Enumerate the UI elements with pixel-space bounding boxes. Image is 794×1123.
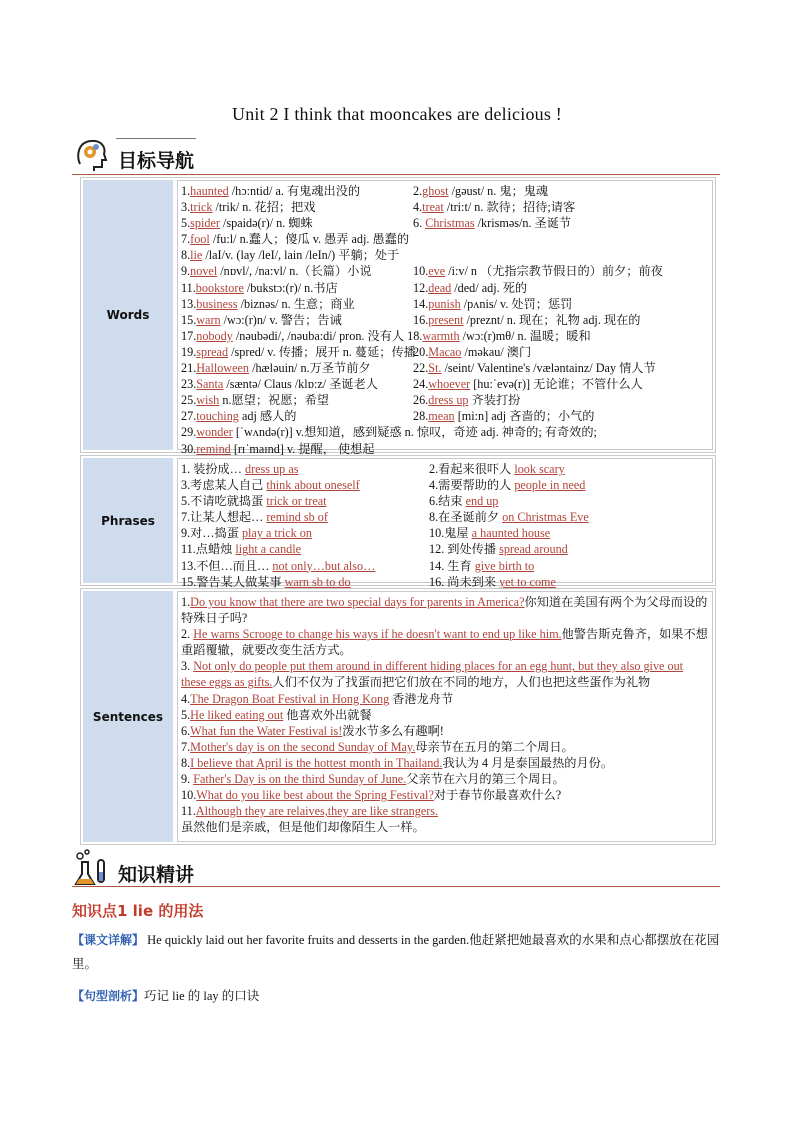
sentence-number: 3. [181,659,194,674]
word-entry [181,377,378,391]
word-number: 30. [181,441,197,456]
word-term: treat [422,200,444,215]
sentence-english: He liked eating out [190,707,284,722]
word-definition: /wɔ:(r)n/ v. 警告；告诫 [220,312,342,327]
phrase-line [181,558,709,574]
word-entry [181,232,409,246]
word-definition: [ˈwʌndə(r)] v.想知道，感到疑惑 n. 惊叹，奇迹 adj. 神奇的; 有奇效的; [232,425,597,440]
sentence-chinese: 香港龙舟节 [389,691,454,706]
word-term: ghost [422,184,449,198]
word-number: 23. [181,377,197,392]
phrase-entry [429,509,589,525]
phrase-term: give birth to [474,558,535,573]
sentence-item [181,594,709,626]
sentence-item [181,658,709,690]
text-explanation [72,928,722,976]
sentence-chinese: 母亲节在五月的第二个周日。 [415,739,574,754]
word-number: 16. [413,312,429,327]
word-definition: /nɒvl/, /na:vl/ n.（长篇）小说 [217,264,372,279]
word-definition: /bukstɔ:(r)/ n.书店 [243,280,338,295]
phrase-meaning: 1. 装扮成… [181,462,242,476]
word-definition: /spaidə(r)/ n. 蜘蛛 [219,216,313,231]
word-term: eve [428,264,446,279]
word-number: 21. [181,361,197,376]
phrase-entry [181,462,298,476]
pattern-analysis-tag: 【句型剖析】 [72,989,145,1003]
phrase-term: people in need [514,478,586,493]
word-term: warmth [422,328,460,343]
word-entry [181,361,371,375]
word-entry [181,313,342,327]
phrase-meaning: 2.看起来很吓人 [429,462,512,476]
word-entry [181,345,416,359]
phrase-term: yet to come [499,574,556,589]
word-number: 28. [413,409,429,424]
phrase-entry [429,493,498,509]
phrase-meaning: 11.点蜡烛 [181,542,233,557]
word-number: 5. [181,216,191,231]
word-term: St. [428,361,442,376]
sentence-english: I believe that April is the hottest month in Thailand. [190,755,443,770]
word-entry [413,263,663,279]
sentence-chinese: 对于春节你最喜欢什么? [433,788,562,803]
word-number: 10. [413,264,429,279]
sentence-chinese: 泼水节多么有趣啊! [342,723,444,738]
word-number: 24. [413,377,429,392]
word-definition: /wɔ:(r)mθ/ n. 温暖；暖和 [459,328,591,343]
pattern-analysis [72,984,722,1008]
words-content [177,180,713,456]
word-definition: n.愿望；祝愿；希望 [219,393,329,408]
sentence-item [181,787,709,803]
knowledge-point-title: 知识点1 lie 的用法 [72,902,204,920]
word-entry [413,312,640,328]
text-explanation-tag: 【课文详解】 [72,933,145,947]
sentence-english: Not only do people put them around in different hiding places for an egg hunt, but they also give out these eggs as gifts. [181,659,684,690]
sentence-english: Mother's day is on the second Sunday of May. [190,739,416,754]
phrase-entry [429,477,585,493]
word-number: 13. [181,296,197,311]
word-definition: /fu:l/ n.蠢人；傻瓜 v. 愚弄 adj. 愚蠢的 [209,232,410,247]
word-entry [181,297,355,311]
word-term: dead [428,280,452,295]
sentence-number: 8. [181,755,191,770]
word-term: spider [190,216,220,231]
phrase-meaning: 15.警告某人做某事 [181,574,282,589]
word-entry [181,216,313,230]
sentence-chinese: 父亲节在六月的第三个周日。 [406,772,565,787]
phrase-term: end up [465,494,499,509]
word-term: warn [196,312,221,327]
phrase-meaning: 12. 到处传播 [429,542,497,557]
word-line [181,231,709,247]
word-definition: /krisməs/n. 圣诞节 [474,216,572,231]
pattern-analysis-body: 巧记 lie 的 lay 的口诀 [144,989,260,1003]
phrase-term: think about oneself [266,478,360,493]
word-line [181,424,709,440]
word-number: 3. [181,200,191,215]
word-number: 11. [181,280,196,295]
phrases-label: Phrases [83,458,173,583]
word-definition: /hɔ:ntid/ a. 有鬼魂出没的 [228,184,361,198]
sentence-chinese: 我认为 4 月是泰国最热的月份。 [442,755,614,770]
phrase-meaning: 3.考虑某人自己 [181,478,264,493]
word-definition: /tri:t/ n. 款待；招待;请客 [443,200,576,215]
word-entry [181,200,315,214]
word-number: 22. [413,361,429,376]
sentence-item [181,771,709,787]
word-definition: /spred/ v. 传播；展开 n. 蔓延；传播 [228,344,416,359]
word-number: 25. [181,393,197,408]
word-term: novel [190,264,218,279]
word-entry [181,248,399,262]
word-number: 27. [181,409,197,424]
sentence-chinese: 他喜欢外出就餐 [283,707,372,722]
word-line [181,247,709,263]
word-entry [181,329,591,343]
sentence-item [181,819,709,835]
word-entry [413,408,594,424]
phrase-meaning: 8.在圣诞前夕 [429,510,500,525]
word-number: 29. [181,425,197,440]
lab-flask-icon [72,848,112,888]
phrase-line [181,525,709,541]
sentence-item [181,723,709,739]
phrase-entry [429,541,568,557]
word-term: remind [196,441,231,456]
word-term: Macao [428,344,462,359]
word-number: 17. [181,328,197,343]
phrase-entry [181,494,327,508]
sentence-english: He warns Scrooge to change his ways if he doesn't want to end up like him. [193,627,562,642]
word-number: 20. [413,344,429,359]
phrase-entry [181,575,351,589]
sentences-row [80,588,716,845]
sentence-number: 1. [181,595,191,609]
phrase-entry [181,542,301,556]
phrase-line [181,541,709,557]
sentence-english: Do you know that there are two special days for parents in America? [190,595,525,609]
word-entry [181,281,338,295]
word-line [181,328,709,344]
word-term: Santa [196,377,224,392]
section-heading-text: 知识精讲 [118,864,195,886]
sentence-number: 2. [181,627,194,642]
sentence-number: 5. [181,707,191,722]
word-definition: /pʌnis/ v. 处罚；惩罚 [460,296,573,311]
word-number: 6. [413,216,426,231]
phrase-line [181,477,709,493]
sentences-content [177,591,713,842]
phrases-content [177,458,713,589]
section-heading-text: 目标导航 [118,150,195,172]
word-term: business [196,296,238,311]
word-definition: /trik/ n. 花招；把戏 [212,200,316,215]
phrase-meaning: 14. 生育 [429,558,472,573]
sentence-english: Although they are relaives,they are like strangers. [195,804,439,819]
phrase-term: look scary [514,462,565,476]
phrase-entry [429,461,565,477]
phrase-term: on Christmas Eve [502,510,589,525]
word-number: 1. [181,184,191,198]
word-line [181,344,709,360]
phrase-entry [181,559,375,573]
sentence-english: What fun the Water Festival is! [190,723,343,738]
word-term: spread [196,344,229,359]
phrase-term: warn sb to do [284,574,351,589]
word-number: 26. [413,393,429,408]
word-entry [181,393,329,407]
phrase-line [181,461,709,477]
word-term: dress up [428,393,469,408]
word-line [181,263,709,279]
phrase-entry [181,510,328,524]
section-heading-knowledge [72,848,722,890]
word-definition: /hæləuin/ n.万圣节前夕 [249,361,371,376]
text-explanation-body: He quickly laid out her favorite fruits and desserts in the garden.他赶紧把她最喜欢的水果和点心都摆放在花园里。 [72,933,720,971]
word-entry [413,344,531,360]
phrase-term: remind sb of [266,510,328,525]
word-line [181,408,709,424]
word-entry [413,296,572,312]
phrase-meaning: 4.需要帮助的人 [429,478,512,493]
word-entry [413,376,643,392]
word-definition: /məkau/ 澳门 [461,344,532,359]
word-definition: /i:v/ n （尤指宗教节假日的）前夕；前夜 [445,264,663,279]
phrase-entry [181,478,360,492]
word-number: 2. [413,184,423,198]
sentence-item [181,707,709,723]
word-term: fool [190,232,210,247]
word-entry [413,280,527,296]
word-number: 8. [181,248,191,263]
phrase-entry [429,558,534,574]
sentence-number: 9. [181,772,194,787]
phrase-line [181,509,709,525]
words-row [80,177,716,456]
sentence-item [181,739,709,755]
word-definition: /biznəs/ n. 生意；商业 [237,296,355,311]
phrase-meaning: 16. 尚未到来 [429,574,497,589]
sentences-label: Sentences [83,591,173,842]
word-term: Christmas [425,216,475,231]
sentence-item [181,691,709,707]
phrase-meaning: 9.对…捣蛋 [181,526,239,541]
phrase-term: light a candle [235,542,302,557]
phrase-term: dress up as [244,462,299,476]
word-number: 15. [181,312,197,327]
word-term: haunted [190,184,229,198]
phrase-meaning: 10.鬼屋 [429,526,469,541]
word-line [181,183,709,199]
page-title: Unit 2 I think that mooncakes are delicious ! [232,104,562,124]
word-number: 7. [181,232,191,247]
word-definition: /gəust/ n. 鬼；鬼魂 [448,184,549,198]
phrase-entry [181,526,312,540]
sentence-english: Father's Day is on the third Sunday of June. [193,772,407,787]
word-entry [413,183,548,199]
word-entry [413,360,656,376]
word-term: bookstore [195,280,244,295]
word-entry [181,442,375,456]
word-entry [413,392,520,408]
sentence-chinese: 你知道在美国有两个为父母而设的特殊日子吗? [181,595,708,626]
word-definition: /nəubədi/, /nəuba:di/ pron. 没有人 18. [232,328,423,343]
phrase-entry [429,525,550,541]
word-term: whoever [428,377,471,392]
word-entry [413,215,571,231]
sentence-item [181,626,709,658]
word-number: 14. [413,296,429,311]
word-definition: [rɪˈmaɪnd] v. 提醒， 使想起 [230,441,375,456]
word-definition: 齐装打扮 [468,393,521,408]
word-entry [181,409,296,423]
sentence-chinese: 虽然他们是亲戚，但是他们却像陌生人一样。 [181,820,425,835]
word-term: touching [196,409,239,424]
word-line [181,199,709,215]
sentence-english: The Dragon Boat Festival in Hong Kong [190,691,390,706]
phrase-meaning: 5.不请吃就捣蛋 [181,494,264,509]
phrase-meaning: 7.让某人想起… [181,510,264,525]
phrase-term: not only…but also… [272,558,376,573]
phrase-term: trick or treat [266,494,327,509]
sentence-chinese: 他警告斯克鲁齐，如果不想重蹈覆辙，就要改变生活方式。 [181,627,708,658]
word-definition: /sæntə/ Claus /klɒ:z/ 圣诞老人 [223,377,378,392]
phrase-meaning: 6.结束 [429,494,463,509]
word-term: wish [196,393,220,408]
phrase-term: play a trick on [241,526,312,541]
word-definition: /seint/ Valentine's /vælәntainz/ Day 情人节 [441,361,656,376]
word-term: trick [190,200,213,215]
word-line [181,215,709,231]
phrase-line [181,493,709,509]
phrase-meaning: 13.不但…而且… [181,558,270,573]
word-line [181,360,709,376]
sentence-number: 4. [181,691,191,706]
sentence-item [181,803,709,819]
sentence-number: 6. [181,723,191,738]
word-entry [181,184,360,198]
sentence-chinese: 人们不仅为了找蛋而把它们放在不同的地方，人们也把这些蛋作为礼物 [272,675,651,690]
word-line [181,296,709,312]
word-entry [181,264,372,278]
word-line [181,280,709,296]
phrases-row [80,455,716,589]
sentence-number: 10. [181,788,197,803]
word-number: 12. [413,280,429,295]
word-term: wonder [196,425,233,440]
word-entry [181,425,597,439]
sentence-english: What do you like best about the Spring Festival? [196,788,434,803]
word-definition: /ded/ adj. 死的 [451,280,528,295]
sentence-item [181,755,709,771]
section-heading-goals [72,134,722,176]
word-term: present [428,312,464,327]
word-line [181,312,709,328]
word-definition: [mi:n] adj 吝啬的；小气的 [454,409,595,424]
phrase-term: spread around [499,542,568,557]
word-definition: [hu:ˈevə(r)] 无论谁；不管什么人 [470,377,643,392]
word-term: mean [428,409,455,424]
phrase-term: a haunted house [471,526,551,541]
word-definition: /preznt/ n. 现在；礼物 adj. 现在的 [463,312,641,327]
word-term: Halloween [196,361,250,376]
word-line [181,376,709,392]
word-number: 19. [181,344,197,359]
word-number: 9. [181,264,191,279]
word-term: nobody [196,328,233,343]
word-entry [413,199,575,215]
word-term: punish [428,296,461,311]
sentence-number: 7. [181,739,191,754]
brain-gear-icon [72,134,112,174]
word-line [181,392,709,408]
word-number: 4. [413,200,423,215]
word-definition: adj 感人的 [238,409,297,424]
words-label: Words [83,180,173,450]
sentence-number: 11. [181,804,196,819]
word-term: lie [190,248,203,263]
word-definition: /laI/v. (lay /leI/, lain /leIn/) 平躺；处于 [202,248,400,263]
